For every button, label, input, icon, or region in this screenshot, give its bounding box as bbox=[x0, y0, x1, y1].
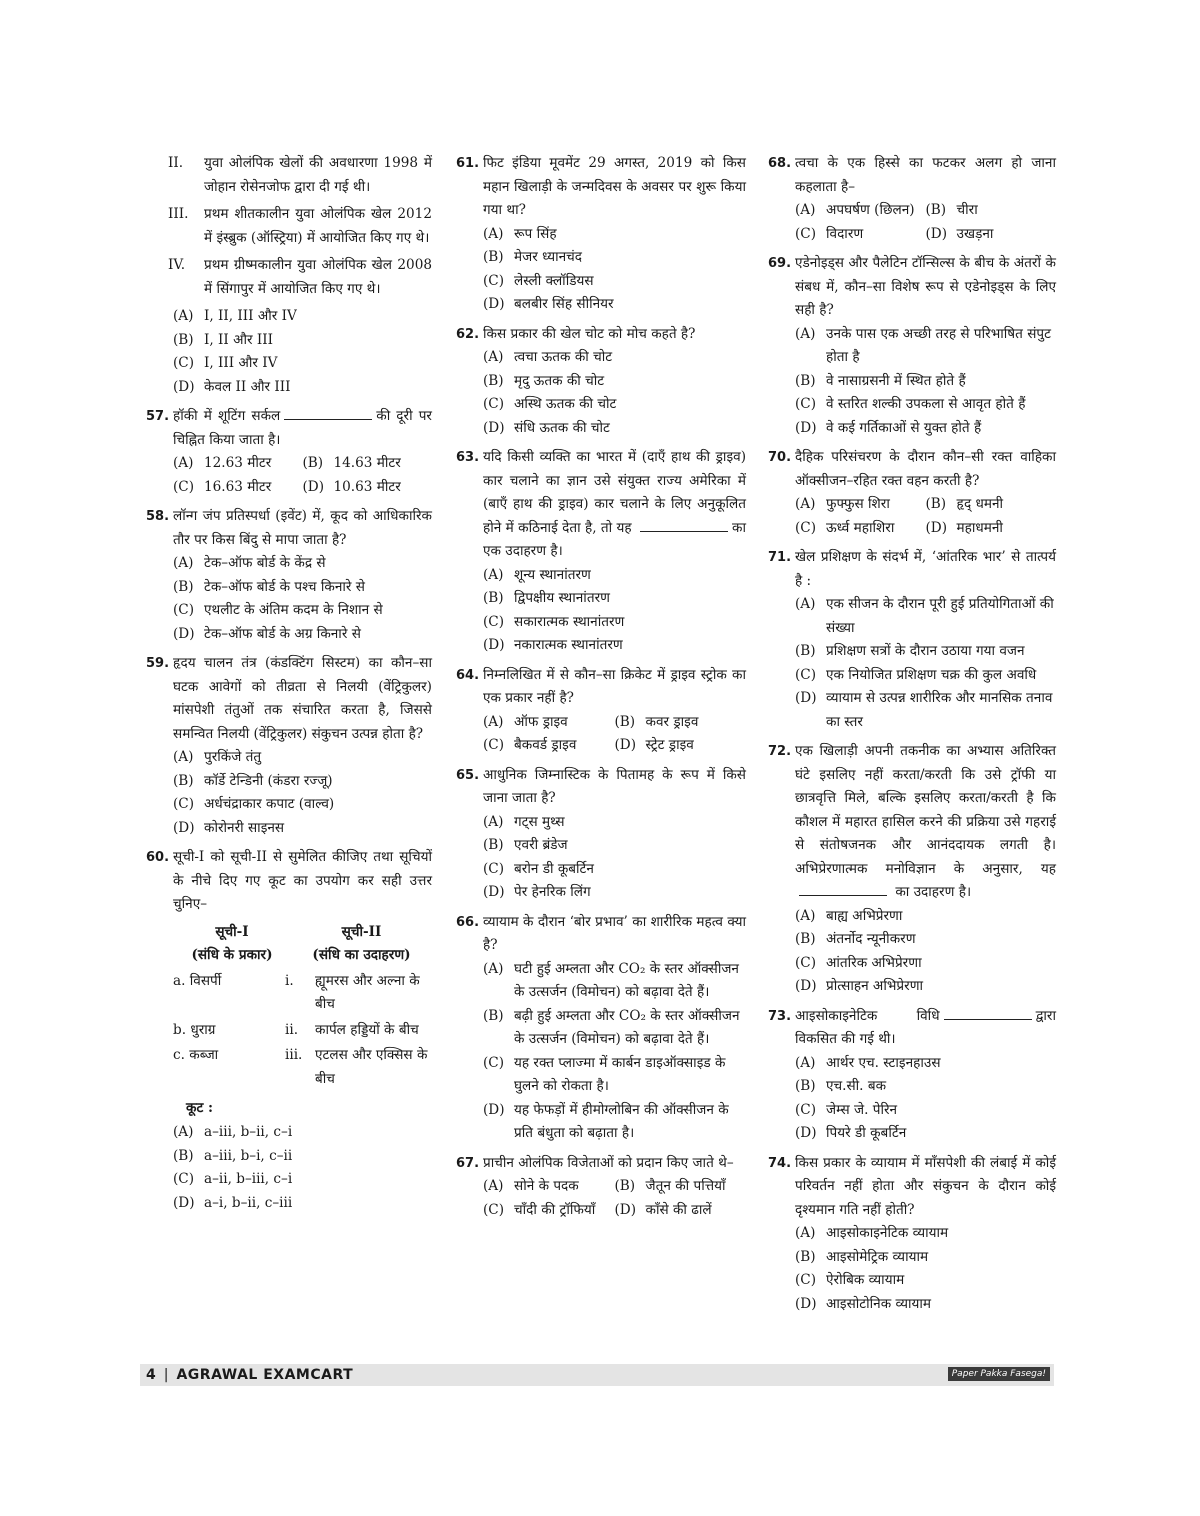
option: (D) नकारात्मक स्थानांतरण bbox=[483, 637, 623, 653]
option: (A) गट्स मुथ्स bbox=[483, 813, 565, 830]
fill-blank bbox=[944, 1005, 1032, 1020]
option: (D) केवल II और III bbox=[173, 378, 291, 395]
option: (B) बढ़ी हुई अम्लता और CO₂ के स्तर ऑक्सीजन के उत्सर्जन (विमोचन) को बढ़ावा देते हैं। bbox=[483, 1007, 740, 1047]
option-pair: (C) चाँदी की ट्रॉफियाँ (D) काँसे की ढालें bbox=[483, 1201, 712, 1218]
statement: IV. प्रथम ग्रीष्मकालीन युवा ओलंपिक खेल 2008 में सिंगापुर में आयोजित किए गए थे। bbox=[168, 257, 432, 297]
option: (C) I, III और IV bbox=[173, 355, 278, 371]
option: (A) आर्थर एच. स्टाइनहाउस bbox=[795, 1054, 941, 1071]
question-71: 71. खेल प्रशिक्षण के संदर्भ में, ‘आंतरिक भार’ से तात्पर्य है : (A) एक सीजन के दौरान पूरी हुई प्रतियोगिताओं की संख्या (B) प्रशिक्षण सत्रों के दौरान उठाया गया वजन (C) एक नियोजित प्रशिक्षण चक्र की कुल अवधि (D) व्यायाम से उत्पन्न शारीरिक और मानसिक तनाव का स्तर bbox=[768, 546, 1056, 734]
option: (A) a–iii, b–ii, c–i bbox=[173, 1124, 293, 1140]
fill-blank bbox=[799, 881, 887, 896]
option: (A) I, II, III और IV bbox=[173, 308, 297, 324]
option: (C) जेम्स जे. पेरिन bbox=[795, 1101, 898, 1118]
option: (B) अंतर्नोद न्यूनीकरण bbox=[795, 931, 916, 947]
question-60: 60. सूची-I को सूची-II से सुमेलित कीजिए तथा सूचियों के नीचे दिए गए कूट का उपयोग कर सही उत्तर चुनिए– सूची-I सूची-II (संधि के प्रकार) (संधि का उदाहरण) a. विसर्पी i. ह्यूमरस और अल्ना के बीच b. धुराग्र ii. कार्पल हड्डियों के बीच c. कब्जा iii. एटलस और एक्सिस के बीच कूट : (A) a–iii, b–ii, c–i (B) a–iii, b–i, c–ii (C) a–ii, b–iii, c–i (D) a–i, b–ii, c–iii bbox=[146, 846, 432, 1215]
brand-name: AGRAWAL EXAMCART bbox=[176, 1367, 354, 1383]
option: (B) वे नासाग्रसनी में स्थित होते हैं bbox=[795, 372, 966, 389]
question-59: 59. हृदय चालन तंत्र (कंडक्टिंग सिस्टम) का कौन–सा घटक आवेगों को तीव्रता से निलयी (वेंट्रिकुलर) मांसपेशी तंतुओं तक संचारित करता है, जिससे समन्वित निलयी (वेंट्रिकुलर) संकुचन उत्पन्न होता है? (A) पुरकिंजे तंतु (B) कॉर्डे टेन्डिनी (कंडरा रज्जू) (C) अर्धचंद्राकार कपाट (वाल्व) (D) कोरोनरी साइनस bbox=[146, 652, 432, 840]
option: (D) यह फेफड़ों में हीमोग्लोबिन की ऑक्सीजन के प्रति बंधुता को बढ़ाता है। bbox=[483, 1101, 729, 1141]
option: (B) I, II और III bbox=[173, 331, 273, 348]
option: (D) बलबीर सिंह सीनियर bbox=[483, 296, 614, 312]
option-pair: (C) ऊर्ध्व महाशिरा (D) महाधमनी bbox=[795, 519, 1003, 536]
question-58: 58. लॉन्ग जंप प्रतिस्पर्धा (इवेंट) में, कूद को आधिकारिक तौर पर किस बिंदु से मापा जाता है? (A) टेक–ऑफ बोर्ड के केंद्र से (B) टेक–ऑफ बोर्ड के पश्च किनारे से (C) एथलीट के अंतिम कदम के निशान से (D) टेक–ऑफ बोर्ड के अग्र किनारे से bbox=[146, 505, 432, 646]
option: (A) शून्य स्थानांतरण bbox=[483, 566, 591, 583]
question-63: 63. यदि किसी व्यक्ति का भारत में (दाएँ हाथ की ड्राइव) कार चलाने का ज्ञान उसे संयुक्त राज्य अमेरिका में (बाएँ हाथ की ड्राइव) कार चलाने के लिए अनुकूलित होने में कठिनाई देता है, तो यह का एक उदाहरण है। (A) शून्य स्थानांतरण (B) द्विपक्षीय स्थानांतरण (C) सकारात्मक स्थानांतरण (D) नकारात्मक स्थानांतरण bbox=[456, 446, 746, 658]
question-69: 69. एडेनोइड्स और पैलेटिन टॉन्सिल्स के बीच के अंतरों के संबध में, कौन–सा विशेष रूप से एडेनोइड्स के लिए सही है? (A) उनके पास एक अच्छी तरह से परिभाषित संपुट होता है (B) वे नासाग्रसनी में स्थित होते हैं (C) वे स्तरित शल्की उपकला से आवृत होते हैं (D) वे कई गर्तिकाओं से युक्त होते हैं bbox=[768, 252, 1056, 440]
option: (B) प्रशिक्षण सत्रों के दौरान उठाया गया वजन bbox=[795, 643, 1025, 659]
option: (B) कॉर्डे टेन्डिनी (कंडरा रज्जू) bbox=[173, 772, 333, 789]
footer-separator: | bbox=[163, 1367, 169, 1383]
option-pair: (A) अपघर्षण (छिलन) (B) चीरा bbox=[795, 202, 978, 218]
option-pair: (A) 12.63 मीटर (B) 14.63 मीटर bbox=[173, 455, 401, 471]
question-66: 66. व्यायाम के दौरान ‘बोर प्रभाव’ का शारीरिक महत्व क्या है? (A) घटी हुई अम्लता और CO₂ के स्तर ऑक्सीजन के उत्सर्जन (विमोचन) को बढ़ावा देते हैं। (B) बढ़ी हुई अम्लता और CO₂ के स्तर ऑक्सीजन के उत्सर्जन (विमोचन) को बढ़ावा देते हैं। (C) यह रक्त प्लाज्मा में कार्बन डाइऑक्साइड के घुलने को रोकता है। (D) यह फेफड़ों में हीमोग्लोबिन की ऑक्सीजन के प्रति बंधुता को बढ़ाता है। bbox=[456, 911, 746, 1146]
code-label: कूट : bbox=[186, 1100, 214, 1116]
option: (D) प्रोत्साहन अभिप्रेरणा bbox=[795, 978, 924, 994]
option: (B) द्विपक्षीय स्थानांतरण bbox=[483, 590, 610, 606]
question-stem: हॉकी में शूटिंग सर्कल की दूरी पर चिह्नित किया जाता है। bbox=[173, 405, 432, 452]
option: (A) रूप सिंह bbox=[483, 225, 557, 242]
option: (D) a–i, b–ii, c–iii bbox=[173, 1194, 293, 1211]
question-67: 67. प्राचीन ओलंपिक विजेताओं को प्रदान किए जाते थे– (A) सोने के पदक (B) जैतून की पत्तियाँ (C) चाँदी की ट्रॉफियाँ (D) काँसे की ढालें bbox=[456, 1152, 746, 1223]
option: (C) वे स्तरित शल्की उपकला से आवृत होते हैं bbox=[795, 396, 1026, 412]
option-pair: (C) 16.63 मीटर (D) 10.63 मीटर bbox=[173, 478, 401, 495]
question-64: 64. निम्नलिखित में से कौन–सा क्रिकेट में ड्राइव स्ट्रोक का एक प्रकार नहीं है? (A) ऑफ ड्राइव (B) कवर ड्राइव (C) बैकवर्ड ड्राइव (D) स्ट्रेट ड्राइव bbox=[456, 664, 746, 758]
option: (C) लेस्ली क्लॉडियस bbox=[483, 272, 594, 289]
option-pair: (A) फुफ्फुस शिरा (B) हृद् धमनी bbox=[795, 496, 1004, 512]
question-number: 57. bbox=[146, 409, 170, 424]
question-65: 65. आधुनिक जिम्नास्टिक के पितामह के रूप में किसे जाना जाता है? (A) गट्स मुथ्स (B) एवरी ब्रंडेज (C) बरोन डी कूबर्टिन (D) पेर हेनरिक लिंग bbox=[456, 764, 746, 905]
question-70: 70. दैहिक परिसंचरण के दौरान कौन–सी रक्त वाहिका ऑक्सीजन–रहित रक्त वहन करती है? (A) फुफ्फुस शिरा (B) हृद् धमनी (C) ऊर्ध्व महाशिरा (D) महाधमनी bbox=[768, 446, 1056, 540]
match-row: c. कब्जा iii. एटलस और एक्सिस के बीच bbox=[173, 1047, 428, 1087]
statement: III. प्रथम शीतकालीन युवा ओलंपिक खेल 2012 में इंस्ब्रुक (ऑस्ट्रिया) में आयोजित किए गए थे। bbox=[168, 206, 432, 246]
option: (A) पुरकिंजे तंतु bbox=[173, 749, 262, 765]
fill-blank bbox=[284, 405, 372, 420]
option: (B) टेक–ऑफ बोर्ड के पश्च किनारे से bbox=[173, 578, 365, 595]
question-72: 72. एक खिलाड़ी अपनी तकनीक का अभ्यास अतिरिक्त घंटे इसलिए नहीं करता/करती कि उसे ट्रॉफी या छात्रवृत्ति मिले, बल्कि इसलिए करता/करती है कि कौशल में महारत हासिल करने की प्रक्रिया उसे गहराई से संतोषजनक और आनंददायक लगती है। अभिप्रेरणात्मक मनोविज्ञान के अनुसार, यह का उदाहरण है। (A) बाह्य अभिप्रेरणा (B) अंतर्नोद न्यूनीकरण (C) आंतरिक अभिप्रेरणा (D) प्रोत्साहन अभिप्रेरणा bbox=[768, 740, 1056, 999]
option-pair: (C) विदारण (D) उखड़ना bbox=[795, 225, 994, 242]
option-pair: (A) ऑफ ड्राइव (B) कवर ड्राइव bbox=[483, 713, 699, 730]
option: (C) a–ii, b–iii, c–i bbox=[173, 1171, 293, 1187]
option: (A) एक सीजन के दौरान पूरी हुई प्रतियोगिताओं की संख्या bbox=[795, 596, 1054, 636]
option: (C) ऐरोबिक व्यायाम bbox=[795, 1272, 905, 1288]
match-table: सूची-I सूची-II (संधि के प्रकार) (संधि का उदाहरण) a. विसर्पी i. ह्यूमरस और अल्ना के बीच b. धुराग्र ii. कार्पल हड्डियों के बीच c. कब्जा iii. एटलस और एक्सिस के बीच bbox=[146, 921, 432, 1092]
option: (B) आइसोमेट्रिक व्यायाम bbox=[795, 1248, 929, 1265]
column-2 bbox=[456, 152, 746, 1228]
match-row: a. विसर्पी i. ह्यूमरस और अल्ना के बीच bbox=[173, 972, 420, 1012]
question-73: 73. आइसोकाइनेटिक विधि द्वारा विकसित की गई थी। (A) आर्थर एच. स्टाइनहाउस (B) एच.सी. बक (C) जेम्स जे. पेरिन (D) पियरे डी कूबर्टिन bbox=[768, 1005, 1056, 1146]
fill-blank bbox=[640, 517, 728, 532]
option: (D) आइसोटोनिक व्यायाम bbox=[795, 1295, 932, 1312]
option: (A) बाह्य अभिप्रेरणा bbox=[795, 907, 903, 924]
option-pair: (A) सोने के पदक (B) जैतून की पत्तियाँ bbox=[483, 1178, 726, 1194]
option: (D) कोरोनरी साइनस bbox=[173, 819, 285, 836]
option: (B) मेजर ध्यानचंद bbox=[483, 249, 583, 265]
option: (D) पियरे डी कूबर्टिन bbox=[795, 1125, 907, 1141]
option: (C) एक नियोजित प्रशिक्षण चक्र की कुल अवधि bbox=[795, 666, 1037, 683]
option: (D) टेक–ऑफ बोर्ड के अग्र किनारे से bbox=[173, 625, 361, 642]
option: (A) आइसोकाइनेटिक व्यायाम bbox=[795, 1225, 949, 1241]
column-1 bbox=[146, 152, 432, 1221]
option: (D) पेर हेनरिक लिंग bbox=[483, 884, 591, 900]
option-pair: (C) बैकवर्ड ड्राइव (D) स्ट्रेट ड्राइव bbox=[483, 737, 694, 753]
question-57 bbox=[146, 405, 432, 499]
question-68: 68. त्वचा के एक हिस्से का फटकर अलग हो जाना कहलाता है– (A) अपघर्षण (छिलन) (B) चीरा (C) विदारण (D) उखड़ना bbox=[768, 152, 1056, 246]
page-footer bbox=[140, 1364, 1054, 1386]
option: (B) एवरी ब्रंडेज bbox=[483, 837, 568, 853]
option: (A) टेक–ऑफ बोर्ड के केंद्र से bbox=[173, 555, 326, 571]
option: (D) व्यायाम से उत्पन्न शारीरिक और मानसिक तनाव का स्तर bbox=[795, 690, 1053, 730]
option: (C) आंतरिक अभिप्रेरणा bbox=[795, 954, 922, 971]
option: (A) त्वचा ऊतक की चोट bbox=[483, 349, 613, 365]
option: (C) बरोन डी कूबर्टिन bbox=[483, 860, 594, 877]
option: (A) उनके पास एक अच्छी तरह से परिभाषित संपुट होता है bbox=[795, 325, 1051, 365]
option: (C) सकारात्मक स्थानांतरण bbox=[483, 613, 625, 630]
brand-tagline: Paper Pakka Fasega! bbox=[948, 1367, 1050, 1381]
question-74: 74. किस प्रकार के व्यायाम में माँसपेशी की लंबाई में कोई परिवर्तन नहीं होता और संकुचन के दौरान कोई दृश्यमान गति नहीं होती? (A) आइसोकाइनेटिक व्यायाम (B) आइसोमेट्रिक व्यायाम (C) ऐरोबिक व्यायाम (D) आइसोटोनिक व्यायाम bbox=[768, 1152, 1056, 1317]
question-62: 62. किस प्रकार की खेल चोट को मोच कहते है? (A) त्वचा ऊतक की चोट (B) मृदु ऊतक की चोट (C) अस्थि ऊतक की चोट (D) संधि ऊतक की चोट bbox=[456, 323, 746, 441]
option: (C) अस्थि ऊतक की चोट bbox=[483, 396, 617, 412]
match-row: b. धुराग्र ii. कार्पल हड्डियों के बीच bbox=[173, 1021, 419, 1038]
option: (B) एच.सी. बक bbox=[795, 1078, 887, 1094]
page-number: 4 bbox=[146, 1367, 156, 1383]
option: (C) अर्धचंद्राकार कपाट (वाल्व) bbox=[173, 796, 335, 812]
question-61: 61. फिट इंडिया मूवमेंट 29 अगस्त, 2019 को किस महान खिलाड़ी के जन्मदिवस के अवसर पर शुरू किया गया था? (A) रूप सिंह (B) मेजर ध्यानचंद (C) लेस्ली क्लॉडियस (D) बलबीर सिंह सीनियर bbox=[456, 152, 746, 317]
question-56-continued bbox=[146, 152, 432, 399]
option: (D) वे कई गर्तिकाओं से युक्त होते हैं bbox=[795, 419, 982, 436]
option: (D) संधि ऊतक की चोट bbox=[483, 419, 610, 436]
option: (B) a–iii, b–i, c–ii bbox=[173, 1147, 293, 1164]
option: (A) घटी हुई अम्लता और CO₂ के स्तर ऑक्सीजन के उत्सर्जन (विमोचन) को बढ़ावा देते हैं। bbox=[483, 960, 739, 1000]
option: (C) यह रक्त प्लाज्मा में कार्बन डाइऑक्साइड के घुलने को रोकता है। bbox=[483, 1054, 726, 1094]
column-3 bbox=[768, 152, 1056, 1322]
option: (B) मृदु ऊतक की चोट bbox=[483, 372, 605, 389]
statement: II. युवा ओलंपिक खेलों की अवधारणा 1998 में जोहान रोसेनजोफ द्वारा दी गई थी। bbox=[168, 155, 432, 195]
option: (C) एथलीट के अंतिम कदम के निशान से bbox=[173, 602, 383, 618]
